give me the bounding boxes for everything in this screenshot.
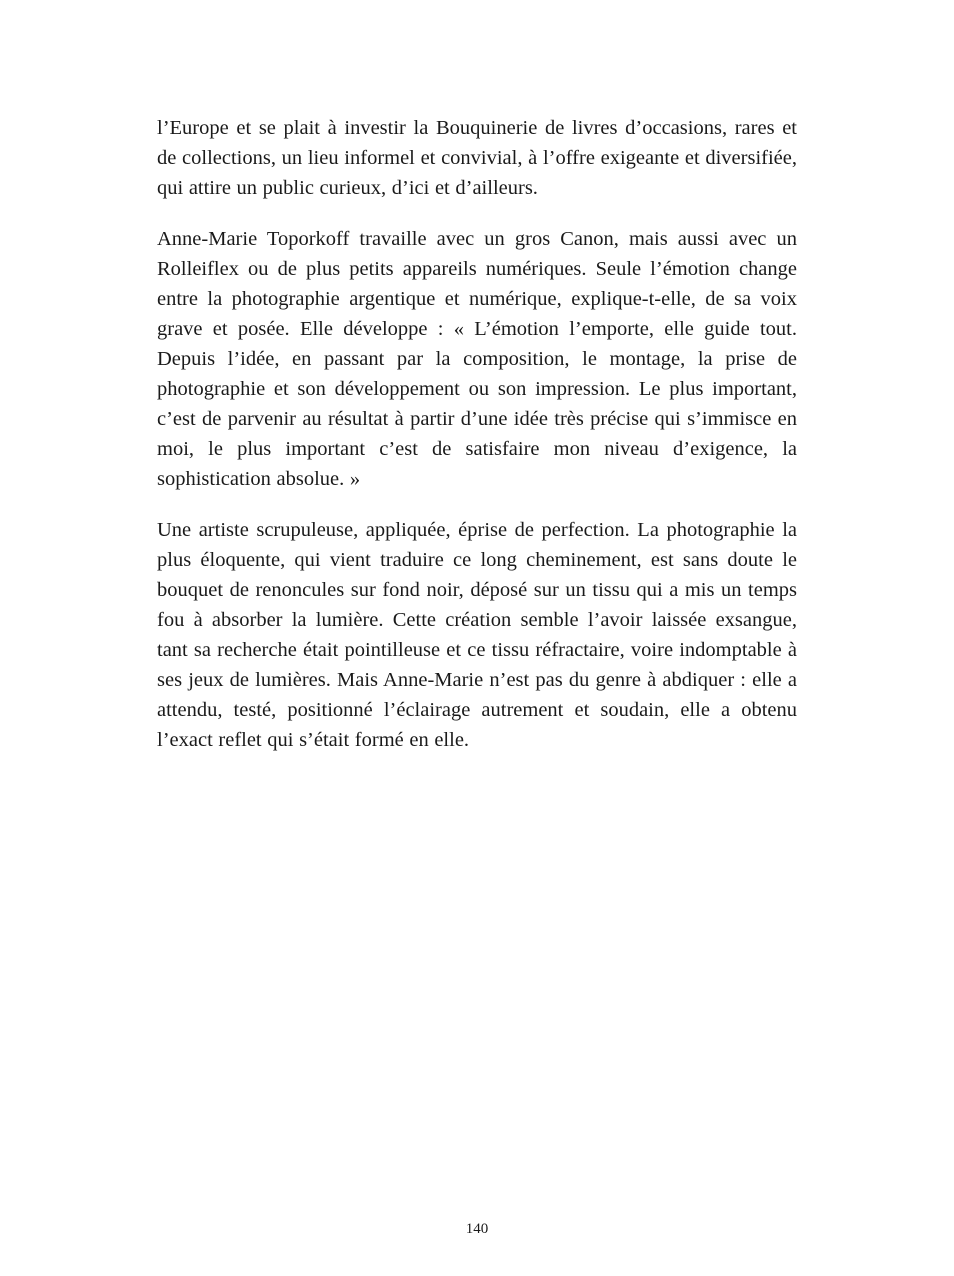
page-body (157, 113, 797, 755)
page-number: 140 (465, 1221, 489, 1237)
paragraph: Une artiste scrupuleuse, appliquée, éprise de perfection. La photographie la plus éloquente, qui vient traduire ce long cheminement, est sans doute le bouquet de renoncules sur fond noir, déposé sur un tissu qui a mis un temps fou à absorber la lumière. Cette création semble l’avoir laissée exsangue, tant sa recherche était pointilleuse et ce tissu réfractaire, voire indomptable à ses jeux de lumières. Mais Anne-Marie n’est pas du genre à abdiquer : elle a attendu, testé, positionné l’éclairage autrement et soudain, elle a obtenu l’exact reflet qui s’était formé en elle. (157, 519, 797, 751)
paragraph: l’Europe et se plait à investir la Bouquinerie de livres d’occasions, rares et de collections, un lieu informel et convivial, à l’offre exigeante et diversifiée, qui attire un public curieux, d’ici et d’ailleurs. (157, 117, 797, 199)
paragraph: Anne-Marie Toporkoff travaille avec un gros Canon, mais aussi avec un Rolleiflex ou de plus petits appareils numériques. Seule l’émotion change entre la photographie argentique et numérique, explique-t-elle, de sa voix grave et posée. Elle développe : « L’émotion l’emporte, elle guide tout. Depuis l’idée, en passant par la composition, le montage, la prise de photographie et son développement ou son impression. Le plus important, c’est de parvenir au résultat à partir d’une idée très précise qui s’immisce en moi, le plus important c’est de satisfaire mon niveau d’exigence, la sophistication absolue. » (157, 228, 797, 490)
